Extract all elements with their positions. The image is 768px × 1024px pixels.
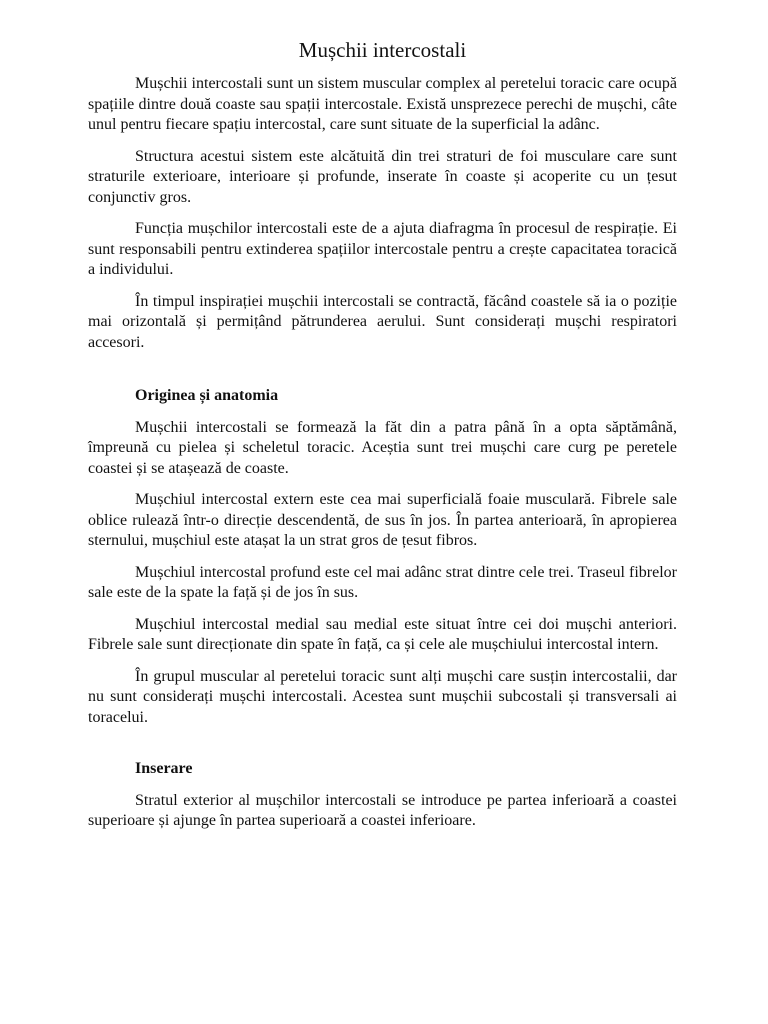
page-title: Mușchii intercostali <box>298 38 467 62</box>
intro-paragraph-3: Funcția mușchilor intercostali este de a ajuta diafragma în procesul de respirație. Ei sunt responsabili pentru extinderea spațiilor intercostale pentru a crește capacitatea toracică a individului. <box>88 220 677 278</box>
document-page <box>88 36 677 843</box>
origin-paragraph-5: În grupul muscular al peretelui toracic sunt alți mușchi care susțin intercostalii, dar nu sunt considerați mușchi intercostali. Acestea sunt mușchii subcostali și transversali ai toracelui. <box>88 667 677 726</box>
origin-paragraph-1: Mușchii intercostali se formează la făt din a patra până în a opta săptămână, împreună cu pielea și scheletul toracic. Aceștia sunt trei mușchi care curg pe peretele coastei și se atașează de coaste. <box>88 418 677 477</box>
origin-paragraph-2: Mușchiul intercostal extern este cea mai superficială foaie musculară. Fibrele sale oblice rulează într-o direcție descendentă, de sus în jos. În partea anterioară, în apropierea sternului, mușchiul este atașat la un strat gros de țesut fibros. <box>88 491 677 549</box>
intro-paragraph-4: În timpul inspirației mușchii intercostali se contractă, făcând coastele să ia o poziție mai orizontală și permițând pătrunderea aerului. Sunt considerați mușchi respiratori accesori. <box>88 292 677 351</box>
origin-paragraph-3: Mușchiul intercostal profund este cel mai adânc strat dintre cele trei. Traseul fibrelor sale este de la spate la față și de jos în sus. <box>88 563 677 601</box>
intro-paragraph-2: Structura acestui sistem este alcătuită din trei straturi de foi musculare care sunt straturile exterioare, interioare și profunde, inserate în coaste și acoperite cu un țesut conjunctiv gros. <box>88 147 677 206</box>
insertion-paragraph-1: Stratul exterior al mușchilor intercostali se introduce pe partea inferioară a coastei superioare și ajunge în partea superioară a coastei inferioare. <box>88 791 677 829</box>
section-spacer <box>88 739 677 759</box>
intro-paragraph-1: Mușchii intercostali sunt un sistem muscular complex al peretelui toracic care ocupă spațiile dintre două coaste sau spații intercostale. Există unsprezece perechi de mușchi, câte unul pentru fiecare spațiu intercostal, care sunt situate de la superficial la adânc. <box>88 75 677 133</box>
section-spacer <box>88 364 677 386</box>
section-heading-origin: Originea și anatomia <box>135 387 279 404</box>
section-heading-insertion: Inserare <box>135 760 193 777</box>
origin-paragraph-4: Mușchiul intercostal medial sau medial este situat între cei doi mușchi anteriori. Fibrele sale sunt direcționate din spate în față, ca și cele ale mușchiului intercostal intern. <box>88 615 677 653</box>
